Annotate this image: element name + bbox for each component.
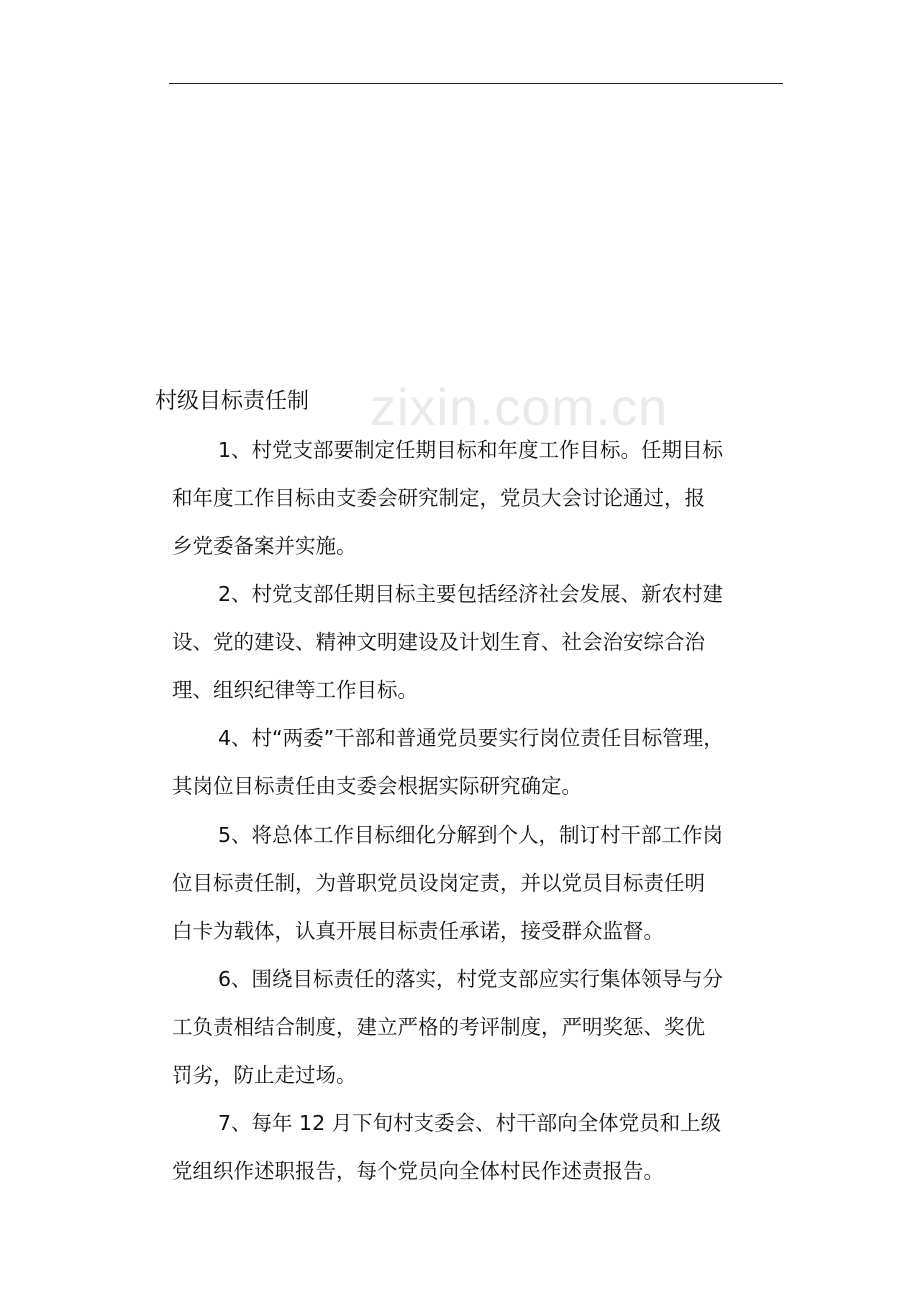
clause-line: 和年度工作目标由支委会研究制定，党员大会讨论通过，报: [172, 486, 705, 510]
clause-line: 6、围绕目标责任的落实，村党支部应实行集体领导与分: [218, 967, 724, 991]
clause-4: [172, 714, 802, 810]
clause-6: [172, 955, 802, 1099]
clause-line: 工负责相结合制度，建立严格的考评制度，严明奖惩、奖优: [172, 1015, 705, 1039]
clause-line: 4、村“两委”干部和普通党员要实行岗位责任目标管理，: [218, 726, 724, 750]
clause-line: 白卡为载体，认真开展目标责任承诺，接受群众监督。: [172, 919, 664, 943]
clause-7: [172, 1099, 802, 1195]
clause-line: 罚劣，防止走过场。: [172, 1063, 357, 1087]
clause-line: 7、每年 12 月下旬村支委会、村干部向全体党员和上级: [218, 1111, 722, 1135]
clause-line: 1、村党支部要制定任期目标和年度工作目标。任期目标: [218, 438, 724, 462]
watermark: zixin.com.cn: [370, 379, 669, 437]
clause-5: [172, 811, 802, 955]
clause-2: [172, 570, 802, 714]
clause-line: 乡党委备案并实施。: [172, 534, 357, 558]
clause-line: 理、组织纪律等工作目标。: [172, 678, 418, 702]
clause-1: [172, 426, 802, 570]
clause-line: 设、党的建设、精神文明建设及计划生育、社会治安综合治: [172, 630, 705, 654]
clause-line: 2、村党支部任期目标主要包括经济社会发展、新农村建: [218, 582, 724, 606]
clause-line: 5、将总体工作目标细化分解到个人，制订村干部工作岗: [218, 823, 724, 847]
clause-line: 其岗位目标责任由支委会根据实际研究确定。: [172, 774, 582, 798]
document-title: 村级目标责任制: [155, 389, 310, 414]
header-rule: [169, 83, 783, 84]
clause-line: 党组织作述职报告，每个党员向全体村民作述责报告。: [172, 1159, 664, 1183]
clause-line: 位目标责任制，为普职党员设岗定责，并以党员目标责任明: [172, 871, 705, 895]
